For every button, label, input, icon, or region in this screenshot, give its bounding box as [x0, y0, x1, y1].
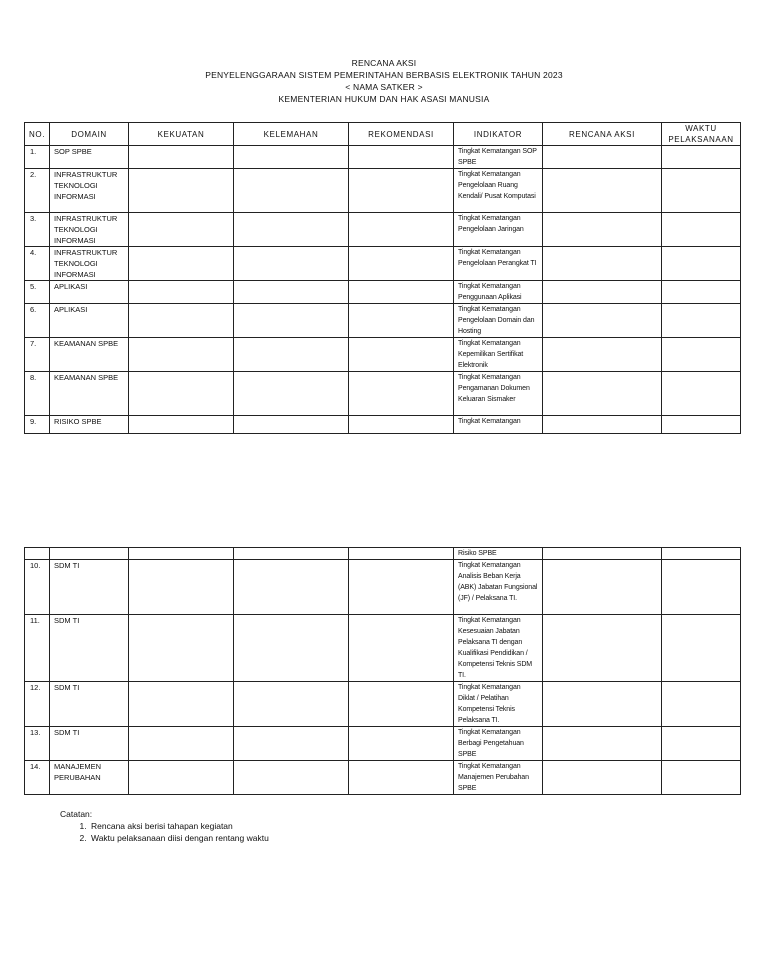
row-kelemahan[interactable]: [234, 615, 349, 682]
table-header-row: [25, 123, 741, 146]
row-rencana-aksi[interactable]: [543, 761, 662, 795]
row-kelemahan[interactable]: [234, 548, 349, 560]
row-number: 4.: [25, 247, 50, 281]
row-rekomendasi[interactable]: [349, 761, 454, 795]
row-number: 6.: [25, 304, 50, 338]
row-domain: SDM TI: [50, 727, 129, 761]
row-kelemahan[interactable]: [234, 213, 349, 247]
row-domain: MANAJEMEN PERUBAHAN: [50, 761, 129, 795]
col-header-kekuatan: KEKUATAN: [129, 123, 234, 146]
row-number: 2.: [25, 169, 50, 213]
row-kekuatan[interactable]: [129, 304, 234, 338]
row-indikator: Tingkat Kematangan Penggunaan Aplikasi: [454, 281, 543, 304]
row-rekomendasi[interactable]: [349, 548, 454, 560]
table-row: [25, 548, 741, 560]
notes-item: 2. Waktu pelaksanaan diisi dengan rentang waktu: [89, 832, 269, 844]
row-rekomendasi[interactable]: [349, 615, 454, 682]
row-number: 11.: [25, 615, 50, 682]
row-indikator: Tingkat Kematangan: [454, 416, 543, 434]
row-rencana-aksi[interactable]: [543, 281, 662, 304]
notes-section: [60, 808, 269, 844]
row-domain: SDM TI: [50, 682, 129, 727]
row-rencana-aksi[interactable]: [543, 213, 662, 247]
row-indikator: Tingkat Kematangan Pengelolaan Perangkat TI: [454, 247, 543, 281]
row-rekomendasi[interactable]: [349, 727, 454, 761]
row-kelemahan[interactable]: [234, 169, 349, 213]
row-waktu[interactable]: [662, 548, 741, 560]
row-rencana-aksi[interactable]: [543, 416, 662, 434]
row-domain: SOP SPBE: [50, 146, 129, 169]
notes-list: [60, 820, 269, 844]
row-number: 1.: [25, 146, 50, 169]
row-kekuatan[interactable]: [129, 615, 234, 682]
header-title: RENCANA AKSI: [351, 58, 417, 68]
row-kelemahan[interactable]: [234, 338, 349, 372]
row-rencana-aksi[interactable]: [543, 548, 662, 560]
row-rekomendasi[interactable]: [349, 169, 454, 213]
col-header-rekomendasi: REKOMENDASI: [349, 123, 454, 146]
table-row: [25, 146, 741, 169]
row-waktu[interactable]: [662, 682, 741, 727]
row-kekuatan[interactable]: [129, 169, 234, 213]
row-number: 9.: [25, 416, 50, 434]
row-domain: INFRASTRUKTUR TEKNOLOGI INFORMASI: [50, 247, 129, 281]
row-kekuatan[interactable]: [129, 727, 234, 761]
row-indikator: Tingkat Kematangan Manajemen Perubahan SPBE: [454, 761, 543, 795]
row-kekuatan[interactable]: [129, 560, 234, 615]
table-row: [25, 247, 741, 281]
row-domain: KEAMANAN SPBE: [50, 338, 129, 372]
row-rekomendasi[interactable]: [349, 304, 454, 338]
header-satker: < NAMA SATKER >: [345, 82, 423, 92]
row-rekomendasi[interactable]: [349, 146, 454, 169]
document-header: [0, 57, 768, 105]
row-rekomendasi[interactable]: [349, 338, 454, 372]
action-plan-table-page2: [24, 547, 741, 795]
row-kelemahan[interactable]: [234, 416, 349, 434]
row-rekomendasi[interactable]: [349, 560, 454, 615]
col-header-no: NO.: [25, 123, 50, 146]
row-kelemahan[interactable]: [234, 682, 349, 727]
row-domain: APLIKASI: [50, 281, 129, 304]
col-header-rencana-aksi: RENCANA AKSI: [543, 123, 662, 146]
row-number: 13.: [25, 727, 50, 761]
row-indikator: Tingkat Kematangan Kepemilikan Sertifikat Elektronik: [454, 338, 543, 372]
row-waktu[interactable]: [662, 304, 741, 338]
row-kekuatan[interactable]: [129, 548, 234, 560]
row-kelemahan[interactable]: [234, 281, 349, 304]
row-waktu[interactable]: [662, 615, 741, 682]
row-indikator: Tingkat Kematangan Pengelolaan Ruang Kendali/ Pusat Komputasi: [454, 169, 543, 213]
table-row: [25, 338, 741, 372]
row-waktu[interactable]: [662, 146, 741, 169]
row-rekomendasi[interactable]: [349, 247, 454, 281]
row-number: 5.: [25, 281, 50, 304]
row-indikator: Tingkat Kematangan SOP SPBE: [454, 146, 543, 169]
row-indikator: Tingkat Kematangan Berbagi Pengetahuan SPBE: [454, 727, 543, 761]
row-domain: INFRASTRUKTUR TEKNOLOGI INFORMASI: [50, 213, 129, 247]
row-kekuatan[interactable]: [129, 682, 234, 727]
row-rekomendasi[interactable]: [349, 281, 454, 304]
row-indikator: Tingkat Kematangan Pengelolaan Jaringan: [454, 213, 543, 247]
row-rencana-aksi[interactable]: [543, 727, 662, 761]
row-number: 8.: [25, 372, 50, 416]
header-ministry: KEMENTERIAN HUKUM DAN HAK ASASI MANUSIA: [278, 94, 490, 104]
row-waktu[interactable]: [662, 761, 741, 795]
row-rencana-aksi[interactable]: [543, 169, 662, 213]
row-waktu[interactable]: [662, 372, 741, 416]
row-rekomendasi[interactable]: [349, 372, 454, 416]
notes-title: Catatan:: [60, 809, 93, 819]
table-row: [25, 682, 741, 727]
row-indikator: Tingkat Kematangan Pengelolaan Domain dan Hosting: [454, 304, 543, 338]
row-number: 7.: [25, 338, 50, 372]
col-header-kelemahan: KELEMAHAN: [234, 123, 349, 146]
row-kelemahan[interactable]: [234, 372, 349, 416]
row-domain: [50, 548, 129, 560]
table-row: [25, 761, 741, 795]
row-number: 10.: [25, 560, 50, 615]
row-rencana-aksi[interactable]: [543, 560, 662, 615]
table-row: [25, 213, 741, 247]
row-indikator: Tingkat Kematangan Diklat / Pelatihan Kompetensi Teknis Pelaksana TI.: [454, 682, 543, 727]
row-kekuatan[interactable]: [129, 416, 234, 434]
row-kekuatan[interactable]: [129, 281, 234, 304]
table-row: [25, 727, 741, 761]
row-kekuatan[interactable]: [129, 247, 234, 281]
row-number: 12.: [25, 682, 50, 727]
header-subtitle: PENYELENGGARAAN SISTEM PEMERINTAHAN BERBASIS ELEKTRONIK TAHUN 2023: [205, 70, 563, 80]
row-kekuatan[interactable]: [129, 372, 234, 416]
table-row: [25, 169, 741, 213]
row-waktu[interactable]: [662, 169, 741, 213]
row-indikator: Tingkat Kematangan Analisis Beban Kerja (ABK) Jabatan Fungsional (JF) / Pelaksana TI.: [454, 560, 543, 615]
row-domain: SDM TI: [50, 615, 129, 682]
row-kelemahan[interactable]: [234, 247, 349, 281]
row-number: [25, 548, 50, 560]
table-row: [25, 615, 741, 682]
notes-item: 1. Rencana aksi berisi tahapan kegiatan: [89, 820, 269, 832]
row-waktu[interactable]: [662, 281, 741, 304]
row-waktu[interactable]: [662, 416, 741, 434]
row-rencana-aksi[interactable]: [543, 372, 662, 416]
row-waktu[interactable]: [662, 560, 741, 615]
row-rencana-aksi[interactable]: [543, 304, 662, 338]
col-header-waktu: WAKTU PELAKSANAAN: [662, 123, 741, 146]
row-kelemahan[interactable]: [234, 304, 349, 338]
row-kelemahan[interactable]: [234, 560, 349, 615]
row-waktu[interactable]: [662, 727, 741, 761]
col-header-domain: DOMAIN: [50, 123, 129, 146]
row-domain: KEAMANAN SPBE: [50, 372, 129, 416]
row-rencana-aksi[interactable]: [543, 146, 662, 169]
row-kekuatan[interactable]: [129, 146, 234, 169]
row-number: 3.: [25, 213, 50, 247]
row-waktu[interactable]: [662, 213, 741, 247]
row-kekuatan[interactable]: [129, 338, 234, 372]
row-kelemahan[interactable]: [234, 727, 349, 761]
row-domain: RISIKO SPBE: [50, 416, 129, 434]
row-indikator: Risiko SPBE: [454, 548, 543, 560]
row-kelemahan[interactable]: [234, 146, 349, 169]
table-row: [25, 372, 741, 416]
row-number: 14.: [25, 761, 50, 795]
row-kekuatan[interactable]: [129, 761, 234, 795]
row-domain: SDM TI: [50, 560, 129, 615]
row-rekomendasi[interactable]: [349, 213, 454, 247]
row-kelemahan[interactable]: [234, 761, 349, 795]
row-waktu[interactable]: [662, 247, 741, 281]
row-indikator: Tingkat Kematangan Kesesuaian Jabatan Pelaksana TI dengan Kualifikasi Pendidikan / Kompetensi Teknis SDM TI.: [454, 615, 543, 682]
row-rekomendasi[interactable]: [349, 682, 454, 727]
table-row: [25, 304, 741, 338]
row-rencana-aksi[interactable]: [543, 615, 662, 682]
row-rekomendasi[interactable]: [349, 416, 454, 434]
row-rencana-aksi[interactable]: [543, 682, 662, 727]
table-row: [25, 416, 741, 434]
row-waktu[interactable]: [662, 338, 741, 372]
table-row: [25, 560, 741, 615]
row-kekuatan[interactable]: [129, 213, 234, 247]
row-domain: INFRASTRUKTUR TEKNOLOGI INFORMASI: [50, 169, 129, 213]
action-plan-table-page1: [24, 122, 741, 434]
row-indikator: Tingkat Kematangan Pengamanan Dokumen Keluaran Sismaker: [454, 372, 543, 416]
col-header-indikator: INDIKATOR: [454, 123, 543, 146]
table-row: [25, 281, 741, 304]
row-domain: APLIKASI: [50, 304, 129, 338]
row-rencana-aksi[interactable]: [543, 247, 662, 281]
row-rencana-aksi[interactable]: [543, 338, 662, 372]
